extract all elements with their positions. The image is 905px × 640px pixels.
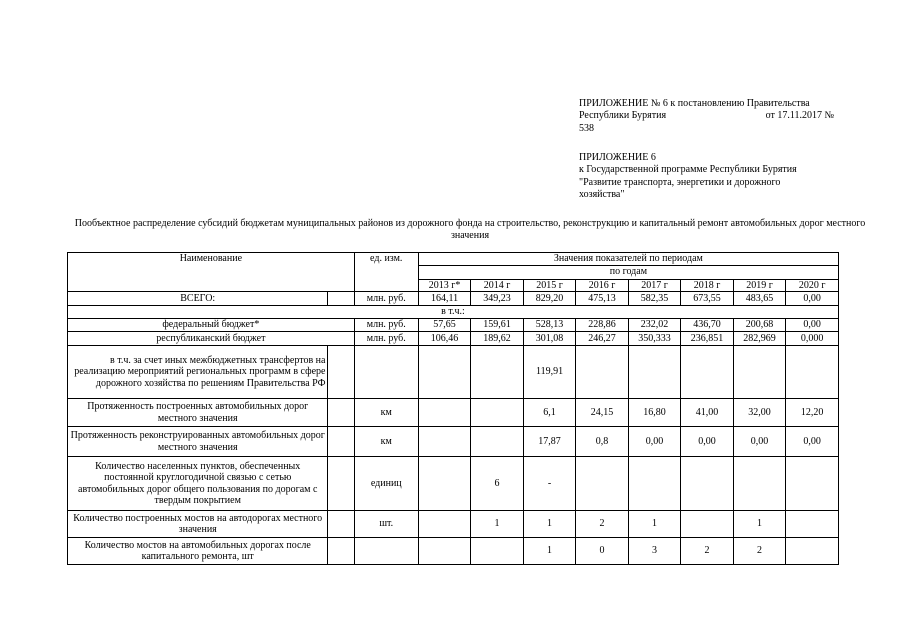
cell bbox=[418, 511, 471, 538]
cell bbox=[328, 292, 354, 306]
table-row-settlements bbox=[68, 457, 839, 511]
cell: 282,969 bbox=[733, 332, 786, 346]
cell bbox=[628, 457, 681, 511]
appendix-line-4: хозяйства" bbox=[579, 189, 625, 201]
table-header-row bbox=[68, 253, 839, 266]
cell bbox=[418, 399, 471, 427]
cell: 16,80 bbox=[628, 399, 681, 427]
cell: 246,27 bbox=[576, 332, 629, 346]
subsidy-table bbox=[67, 252, 839, 565]
year-header: 2013 г* bbox=[418, 279, 471, 292]
resolution-header bbox=[579, 98, 834, 135]
cell: 1 bbox=[523, 538, 576, 565]
cell: 164,11 bbox=[418, 292, 471, 306]
cell: - bbox=[523, 457, 576, 511]
table-row-incl bbox=[68, 306, 839, 319]
row-label: Количество населенных пунктов, обеспеченных постоянной круглогодичной связью с сетью автомобильных дорог общего пользования по дорогам с твердым покрытием bbox=[68, 457, 328, 511]
year-header: 2018 г bbox=[681, 279, 734, 292]
cell: 0,00 bbox=[786, 427, 839, 457]
cell: 0,00 bbox=[786, 319, 839, 332]
cell: 3 bbox=[628, 538, 681, 565]
cell bbox=[354, 346, 418, 399]
cell: 673,55 bbox=[681, 292, 734, 306]
table-row-bridges-built bbox=[68, 511, 839, 538]
table-row-republic bbox=[68, 332, 839, 346]
cell bbox=[786, 538, 839, 565]
resolution-number: 538 bbox=[579, 122, 594, 134]
row-unit: шт. bbox=[354, 511, 418, 538]
cell: 189,62 bbox=[471, 332, 524, 346]
cell: 1 bbox=[628, 511, 681, 538]
cell: 0,00 bbox=[786, 292, 839, 306]
row-label: ВСЕГО: bbox=[68, 292, 328, 306]
row-label: Количество мостов на автомобильных дорогах после капитального ремонта, шт bbox=[68, 538, 328, 565]
cell: 0,00 bbox=[628, 427, 681, 457]
cell: 0,00 bbox=[681, 427, 734, 457]
cell: 6 bbox=[471, 457, 524, 511]
cell bbox=[328, 399, 354, 427]
cell bbox=[328, 538, 354, 565]
cell bbox=[471, 538, 524, 565]
row-unit: млн. руб. bbox=[354, 332, 418, 346]
cell: 475,13 bbox=[576, 292, 629, 306]
cell bbox=[681, 346, 734, 399]
header-unit: ед. изм. bbox=[354, 253, 418, 292]
cell: 12,20 bbox=[786, 399, 839, 427]
cell: 106,46 bbox=[418, 332, 471, 346]
cell bbox=[681, 511, 734, 538]
resolution-line-2 bbox=[579, 110, 834, 122]
cell: 2 bbox=[733, 538, 786, 565]
cell bbox=[328, 427, 354, 457]
header-values: Значения показателей по периодам bbox=[418, 253, 838, 266]
appendix-line-3: "Развитие транспорта, энергетики и дорожного bbox=[579, 176, 781, 188]
row-label: Количество построенных мостов на автодорогах местного значения bbox=[68, 511, 328, 538]
header-name: Наименование bbox=[68, 253, 355, 292]
cell: 17,87 bbox=[523, 427, 576, 457]
cell bbox=[786, 346, 839, 399]
appendix-header bbox=[579, 152, 819, 202]
year-header: 2020 г bbox=[786, 279, 839, 292]
row-unit: единиц bbox=[354, 457, 418, 511]
row-unit: км bbox=[354, 427, 418, 457]
cell bbox=[418, 346, 471, 399]
cell: 0,8 bbox=[576, 427, 629, 457]
cell: 0,000 bbox=[786, 332, 839, 346]
row-label: федеральный бюджет* bbox=[68, 319, 355, 332]
cell bbox=[418, 457, 471, 511]
cell: 200,68 bbox=[733, 319, 786, 332]
document-title: Пообъектное распределение субсидий бюджетам муниципальных районов из дорожного фонда на строительство, реконструкцию и капитальный ремонт автомобильных дорог местного значения bbox=[74, 218, 866, 242]
cell bbox=[576, 457, 629, 511]
cell bbox=[628, 346, 681, 399]
cell: 528,13 bbox=[523, 319, 576, 332]
cell: 349,23 bbox=[471, 292, 524, 306]
cell bbox=[733, 457, 786, 511]
cell bbox=[418, 427, 471, 457]
cell: 829,20 bbox=[523, 292, 576, 306]
cell: 582,35 bbox=[628, 292, 681, 306]
table-row-total bbox=[68, 292, 839, 306]
row-unit: км bbox=[354, 399, 418, 427]
row-label: Протяженность реконструированных автомобильных дорог местного значения bbox=[68, 427, 328, 457]
cell: 2 bbox=[681, 538, 734, 565]
cell: 436,70 bbox=[681, 319, 734, 332]
row-label: в т.ч. за счет иных межбюджетных трансфертов на реализацию мероприятий региональных программ в сфере дорожного хозяйства по решениям Правительства РФ bbox=[68, 346, 328, 399]
cell bbox=[328, 346, 354, 399]
cell bbox=[786, 511, 839, 538]
row-label: республиканский бюджет bbox=[68, 332, 355, 346]
table-row-federal bbox=[68, 319, 839, 332]
cell: 119,91 bbox=[523, 346, 576, 399]
cell: 236,851 bbox=[681, 332, 734, 346]
cell bbox=[471, 427, 524, 457]
cell: 228,86 bbox=[576, 319, 629, 332]
cell bbox=[786, 457, 839, 511]
resolution-region: Республики Бурятия bbox=[579, 110, 667, 122]
cell: 301,08 bbox=[523, 332, 576, 346]
cell bbox=[681, 457, 734, 511]
table-row-bridges-repaired bbox=[68, 538, 839, 565]
cell bbox=[328, 511, 354, 538]
cell bbox=[328, 457, 354, 511]
cell bbox=[471, 399, 524, 427]
row-label: Протяженность построенных автомобильных дорог местного значения bbox=[68, 399, 328, 427]
year-header: 2014 г bbox=[471, 279, 524, 292]
cell: 1 bbox=[523, 511, 576, 538]
year-header: 2017 г bbox=[628, 279, 681, 292]
table-row-transfers bbox=[68, 346, 839, 399]
cell: 350,333 bbox=[628, 332, 681, 346]
row-unit: млн. руб. bbox=[354, 292, 418, 306]
table-row-built-roads bbox=[68, 399, 839, 427]
row-unit: млн. руб. bbox=[354, 319, 418, 332]
appendix-line-2: к Государственной программе Республики Бурятия bbox=[579, 164, 797, 176]
year-header: 2019 г bbox=[733, 279, 786, 292]
cell bbox=[354, 538, 418, 565]
appendix-title: ПРИЛОЖЕНИЕ 6 bbox=[579, 152, 656, 163]
cell bbox=[733, 346, 786, 399]
cell: 2 bbox=[576, 511, 629, 538]
year-header: 2016 г bbox=[576, 279, 629, 292]
cell: 483,65 bbox=[733, 292, 786, 306]
header-by-years: по годам bbox=[418, 265, 838, 279]
cell: 32,00 bbox=[733, 399, 786, 427]
cell: 0,00 bbox=[733, 427, 786, 457]
row-label: в т.ч.: bbox=[68, 306, 839, 319]
cell: 0 bbox=[576, 538, 629, 565]
cell: 41,00 bbox=[681, 399, 734, 427]
cell bbox=[576, 346, 629, 399]
cell bbox=[418, 538, 471, 565]
resolution-line-1: ПРИЛОЖЕНИЕ № 6 к постановлению Правительства bbox=[579, 98, 810, 109]
cell: 232,02 bbox=[628, 319, 681, 332]
cell: 24,15 bbox=[576, 399, 629, 427]
cell: 1 bbox=[471, 511, 524, 538]
table-row-reconstructed bbox=[68, 427, 839, 457]
year-header: 2015 г bbox=[523, 279, 576, 292]
cell: 159,61 bbox=[471, 319, 524, 332]
resolution-date: от 17.11.2017 № bbox=[765, 110, 834, 122]
cell: 6,1 bbox=[523, 399, 576, 427]
cell: 1 bbox=[733, 511, 786, 538]
cell bbox=[471, 346, 524, 399]
cell: 57,65 bbox=[418, 319, 471, 332]
